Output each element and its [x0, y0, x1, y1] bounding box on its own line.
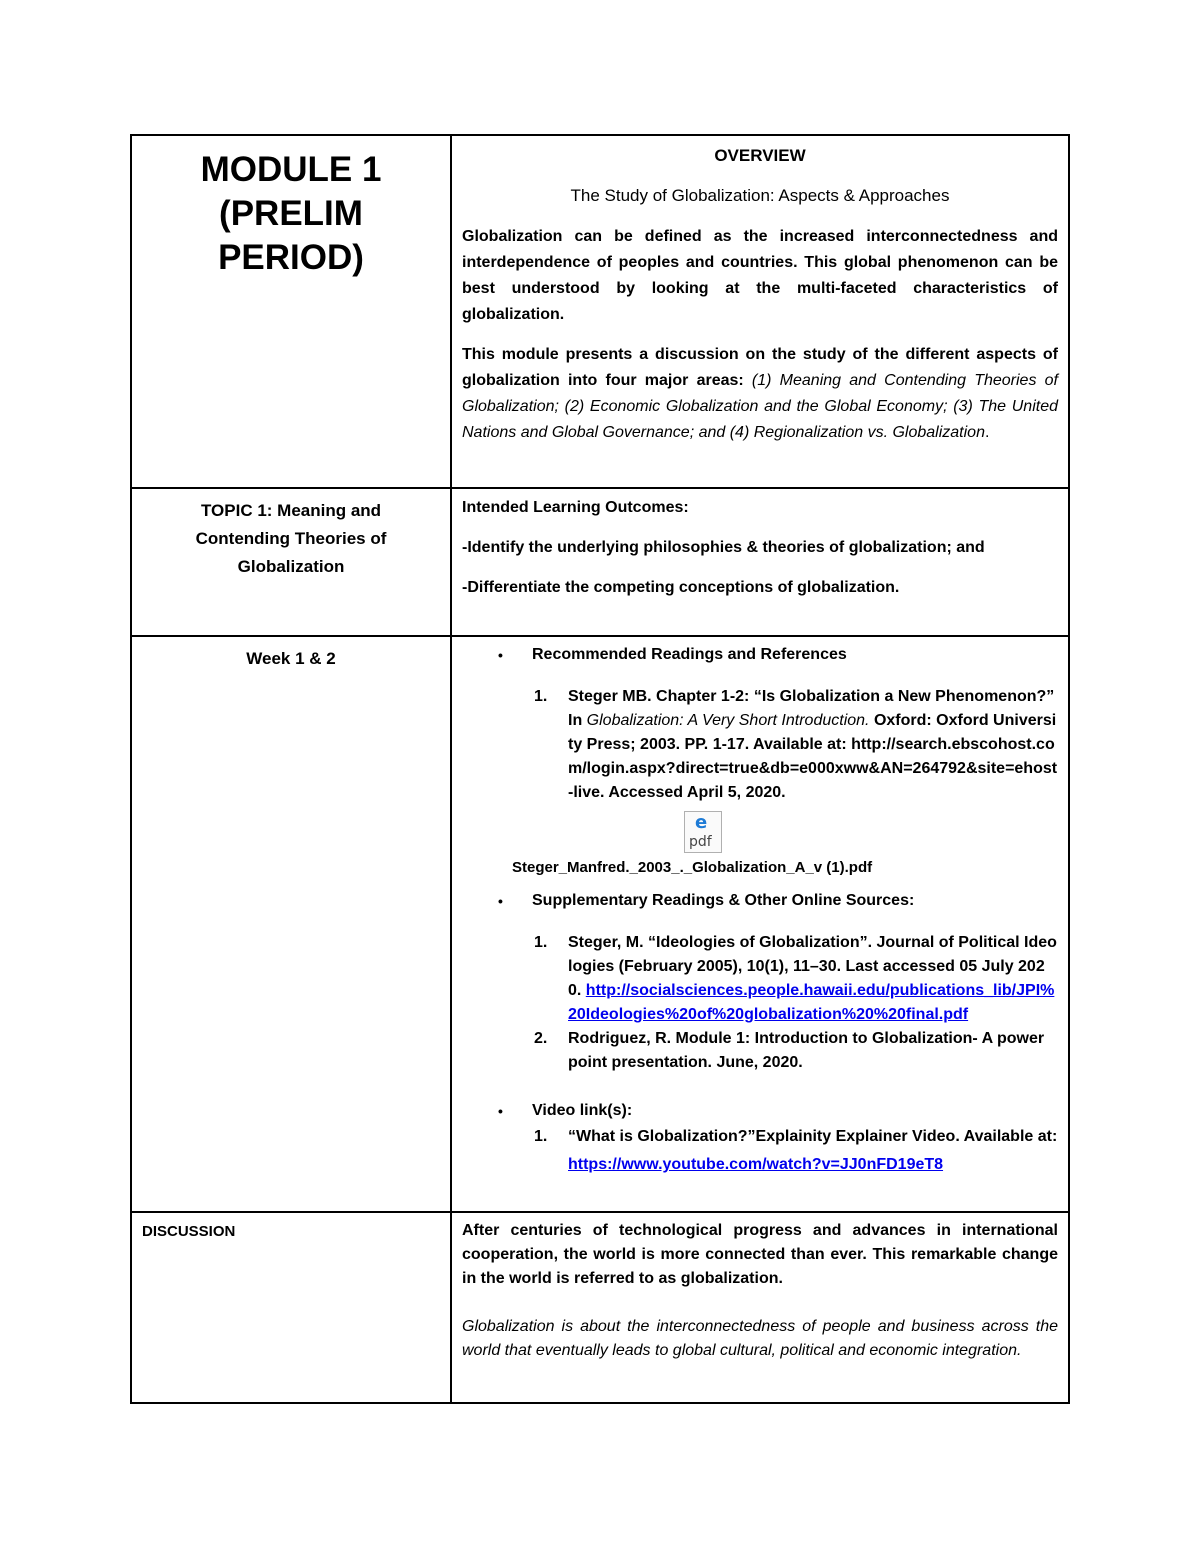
video-links-heading: Video link(s): [532, 1102, 633, 1119]
week-cell [132, 637, 452, 1211]
supplementary-readings-heading: Supplementary Readings & Other Online Sources: [532, 892, 915, 909]
supplementary-item [534, 931, 1058, 1027]
bullet-marker: • [498, 647, 503, 663]
reference-item [534, 685, 1058, 805]
module-number: MODULE 1 [200, 150, 382, 189]
reference-publisher: Oxford: Oxford University Press; 2003. PP. 1-17. Available at: http://search.ebscohost.com/login.aspx?direct=true&db=e000xww&AN=264792&site=ehost-live. Accessed April 5, 2020. [568, 712, 1058, 801]
pdf-attachment-filename[interactable]: Steger_Manfred._2003_._Globalization_A_v (1).pdf [512, 859, 873, 876]
outcome-item: -Differentiate the competing conceptions of globalization. [462, 579, 900, 596]
reference-text [568, 685, 1058, 805]
overview-cell [452, 136, 1068, 487]
overview-paragraph-2 [462, 342, 1058, 446]
discussion-paragraph-2: Globalization is about the interconnectedness of people and business across the world that eventually leads to global cultural, political and economic integration. [462, 1318, 1058, 1359]
video-number: 1. [534, 1128, 548, 1145]
video-item [534, 1123, 1058, 1179]
overview-paragraph-1: Globalization can be defined as the increased interconnectedness and interdependence of peoples and countries. This global phenomenon can be best understood by looking at the multi-faceted characteristics of globalization. [462, 228, 1058, 323]
topic-cell [132, 489, 452, 635]
recommended-readings-bullet [498, 643, 1058, 667]
supplementary-number: 1. [534, 934, 548, 951]
video-title: “What is Globalization?”Explainity Explainer Video. Available at: [568, 1128, 1058, 1145]
pdf-attachment-icon[interactable] [684, 811, 722, 853]
supplementary-text-block [568, 931, 1058, 1027]
edge-icon: e [695, 812, 708, 833]
discussion-paragraph-1: After centuries of technological progress and advances in international cooperation, the world is more connected than ever. This remarkable change in the world is referred to as globalization. [462, 1222, 1058, 1287]
reference-citation: Steger MB. Chapter 1-2: “Is Globalization a New Phenomenon?” In [568, 688, 1055, 729]
video-links-bullet [498, 1099, 1058, 1123]
discussion-cell [452, 1213, 1068, 1402]
week-label: Week 1 & 2 [246, 649, 336, 668]
supplementary-link[interactable]: http://socialsciences.people.hawaii.edu/publications_lib/JPI%20Ideologies%20of%20globalization%20%20final.pdf [568, 982, 1055, 1023]
module-cell [132, 136, 452, 487]
overview-row [132, 136, 1068, 489]
overview-paragraph-2-end: . [984, 424, 990, 441]
module-table [130, 134, 1070, 1404]
supplementary-citation: Rodriguez, R. Module 1: Introduction to Globalization- A power point presentation. June, 2020. [568, 1030, 1045, 1071]
topic-title: TOPIC 1: Meaning and Contending Theories of Globalization [195, 501, 387, 576]
supplementary-item [534, 1027, 1058, 1075]
video-link[interactable]: https://www.youtube.com/watch?v=JJ0nFD19eT8 [568, 1156, 944, 1173]
readings-cell [452, 637, 1068, 1211]
supplementary-citation: Steger, M. “Ideologies of Globalization”. Journal of Political Ideologies (February 2005), 10(1), 11–30. Last accessed 05 July 2020. [568, 934, 1057, 999]
overview-heading: OVERVIEW [714, 146, 806, 165]
recommended-readings-heading: Recommended Readings and References [532, 646, 847, 663]
overview-subtitle: The Study of Globalization: Aspects & Approaches [570, 186, 950, 205]
bullet-marker: • [498, 1103, 503, 1119]
reference-book-title: Globalization: A Very Short Introduction. [586, 712, 870, 729]
video-text-block [568, 1123, 1058, 1179]
discussion-label: DISCUSSION [142, 1223, 236, 1240]
overview-areas-list: (1) Meaning and Contending Theories of Globalization; (2) Economic Globalization and the Global Economy; (3) The United Nations and Global Governance; and (4) Regionalization vs. Globalization [462, 372, 1058, 441]
readings-row [132, 637, 1068, 1213]
topic-row [132, 489, 1068, 637]
discussion-label-cell [132, 1213, 452, 1402]
module-title [142, 148, 440, 280]
supplementary-readings-bullet [498, 889, 1058, 913]
module-period: (PRELIM PERIOD) [218, 194, 364, 277]
outcome-item: -Identify the underlying philosophies & theories of globalization; and [462, 539, 985, 556]
bullet-marker: • [498, 893, 503, 909]
overview-paragraph-2-lead: This module presents a discussion on the study of the different aspects of globalization into four major areas: [462, 346, 1058, 389]
reference-number: 1. [534, 688, 548, 705]
supplementary-number: 2. [534, 1030, 548, 1047]
pdf-extension: pdf [689, 834, 712, 850]
outcomes-heading: Intended Learning Outcomes: [462, 499, 689, 516]
outcomes-cell [452, 489, 1068, 635]
discussion-row [132, 1213, 1068, 1402]
